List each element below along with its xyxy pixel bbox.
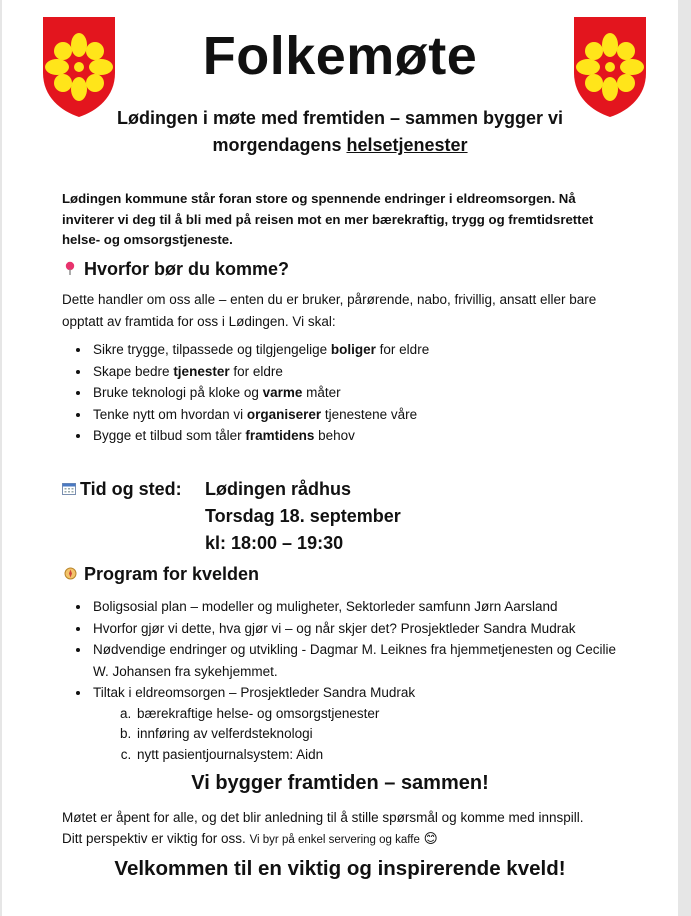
page-title: Folkemøte xyxy=(202,26,478,86)
program-sublist xyxy=(93,704,622,766)
pushpin-icon xyxy=(62,261,78,278)
list-item: • Bygge et tilbud som tåler framtidens behov xyxy=(91,425,622,447)
list-item: • Sikre trygge, tilpassede og tilgjengelige boliger for eldre xyxy=(91,339,622,361)
list-item: a. bærekraftige helse- og omsorgstjenester xyxy=(135,704,622,725)
smile-icon: 😊 xyxy=(423,831,438,846)
program-list xyxy=(62,596,622,765)
list-item: b. innføring av velferdsteknologi xyxy=(135,724,622,745)
time-place-values xyxy=(205,476,401,557)
time-place-label: Tid og sted: xyxy=(62,476,182,503)
event-time: kl: 18:00 – 19:30 xyxy=(205,533,344,553)
why-list xyxy=(62,339,622,447)
compass-icon xyxy=(62,567,78,583)
subtitle-underlined-word: helsetjenester xyxy=(346,135,468,155)
program-section xyxy=(62,564,622,765)
flyer-page xyxy=(2,0,678,916)
list-item: • Tiltak i eldreomsorgen – Prosjektleder Sandra Mudrak a. bærekraftige helse- og omsorgstjenester b. innføring av velferdsteknologi c. nytt pasientjournalsystem: Aidn xyxy=(91,682,622,765)
list-item: • Hvorfor gjør vi dette, hva gjør vi – og når skjer det? Prosjektleder Sandra Mudrak xyxy=(91,618,622,640)
subtitle xyxy=(62,105,618,159)
calendar-icon xyxy=(62,476,76,503)
tagline: Vi bygger framtiden – sammen! xyxy=(191,772,489,794)
subtitle-line-2: morgendagens helsetjenester xyxy=(212,135,468,155)
event-place: Lødingen rådhus xyxy=(205,479,351,499)
event-date: Torsdag 18. september xyxy=(205,506,401,526)
list-item: • Boligsosial plan – modeller og muligheter, Sektorleder samfunn Jørn Aarsland xyxy=(91,596,622,618)
closing-text: Møtet er åpent for alle, og det blir anledning til å stille spørsmål og komme med innspill. Ditt perspektiv er viktig for oss. Vi byr på enkel servering og kaffe 😊 xyxy=(62,810,584,846)
list-item: • Nødvendige endringer og utvikling - Dagmar M. Leiknes fra hjemmetjenesten og Cecilie W. Johansen fra sykehjemmet. xyxy=(91,639,622,682)
refreshments-note: Vi byr på enkel servering og kaffe xyxy=(249,834,420,846)
list-item: • Bruke teknologi på kloke og varme måter xyxy=(91,382,622,404)
list-item: c. nytt pasientjournalsystem: Aidn xyxy=(135,745,622,766)
why-lead: Dette handler om oss alle – enten du er bruker, pårørende, nabo, frivillig, ansatt eller bare opptatt av framtida for oss i Lødingen. Vi skal: xyxy=(62,292,597,329)
why-heading: Hvorfor bør du komme? xyxy=(62,259,622,280)
list-item: • Tenke nytt om hvordan vi organiserer tjenestene våre xyxy=(91,404,622,426)
intro-paragraph: Lødingen kommune står foran store og spennende endringer i eldreomsorgen. Nå inviterer vi deg til å bli med på reisen mot en mer bærekraftig, trygg og fremtidsrettet helse- og omsorgstjeneste. xyxy=(62,191,594,247)
list-item: • Skape bedre tjenester for eldre xyxy=(91,361,622,383)
program-heading: Program for kvelden xyxy=(62,564,622,585)
subtitle-line-1: Lødingen i møte med fremtiden – sammen bygger vi xyxy=(116,108,564,128)
why-section xyxy=(62,259,622,447)
welcome-text: Velkommen til en viktig og inspirerende kveld! xyxy=(114,857,566,880)
